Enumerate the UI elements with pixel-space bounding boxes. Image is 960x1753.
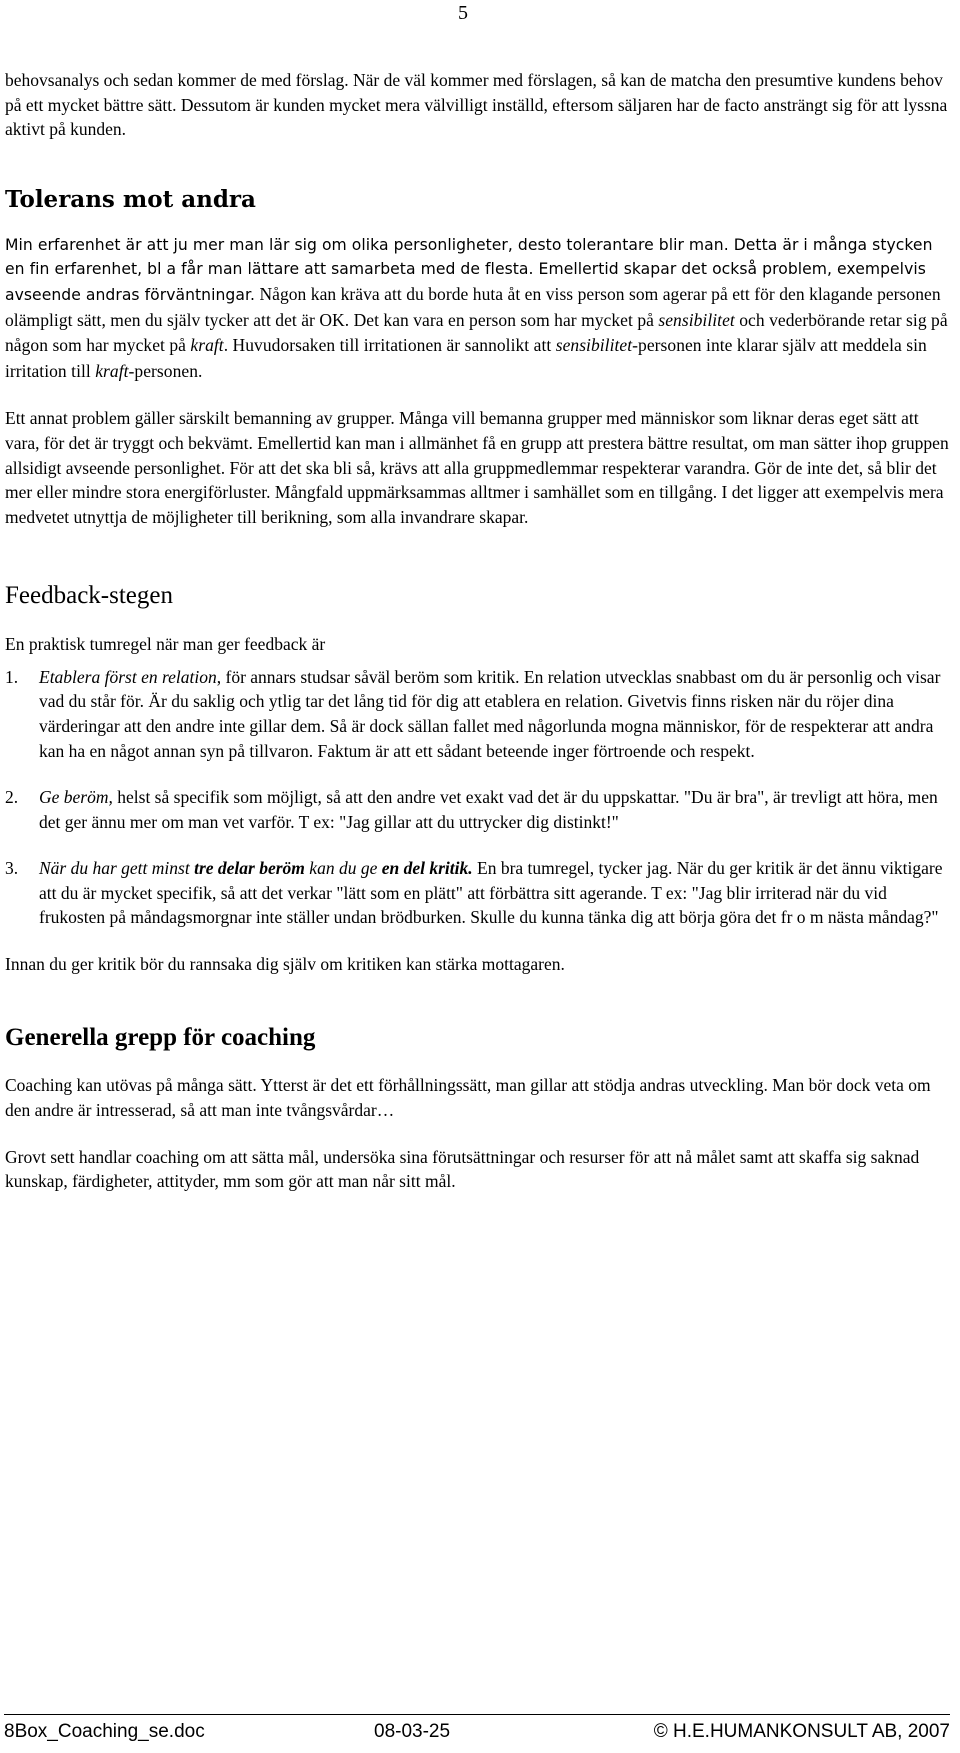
list-item-body xyxy=(39,785,950,834)
tolerans-text-3: och vederbörande retar sig på någon som har mycket på xyxy=(5,309,948,356)
list-number: 3. xyxy=(5,858,19,879)
list-item-text: , för annars studsar såväl beröm som kritik. En relation utvecklas snabbast om du är personlig och visar vad du står för. Är du saklig och ytlig tar det lång tid för dig att etablera en relation. Givetvis finns risken när du röjer dina värderingar att den andre inte gillar dem. Så är dock sällan fallet med någorlunda mogna människor, för de respekterar att andra kan ha en något annan syn på tillvaron. Faktum är att ett sådant beteende inger förtroende och respekt. xyxy=(39,666,941,761)
tolerans-paragraph-2: Ett annat problem gäller särskilt bemanning av grupper. Många vill bemanna grupper med människor som liknar deras eget sätt att vara, för det är tryggt och bekvämt. Emellertid kan man i allmänhet få en grupp att prestera bättre resultat, om man sätter ihop gruppen allsidigt avseende personlighet. För att det ska bli så, krävs att alla gruppmedlemmar respekterar varandra. Gör de inte det, så blir det mer eller mindre stora energiförluster. Mångfald uppmärksammas alltmer i samhället som en tillgång. I det ligger att exempelvis mera medvetet utnyttja de möjligheter till berikning, som alla invandrare skapar. xyxy=(5,408,949,527)
list-item-emphasis: Etablera först en relation xyxy=(39,666,217,687)
list-item xyxy=(5,665,950,763)
coaching-paragraph-1: Coaching kan utövas på många sätt. Ytterst är det ett förhållningssätt, man gillar att stödja andras utveckling. Man bör dock veta om den andre är intresserad, så att man inte tvångsvårdar… xyxy=(5,1075,931,1121)
list-item-emphasis: kan du ge xyxy=(304,858,382,879)
tolerans-term-kraft-2: kraft xyxy=(95,360,129,381)
section-heading-coaching: Generella grepp för coaching xyxy=(5,1023,316,1051)
tolerans-paragraph-1 xyxy=(5,233,950,385)
document-body xyxy=(5,68,950,1194)
feedback-steps-list xyxy=(5,665,950,930)
tolerans-text-5: -personen inte klarar själv att meddela sin irritation till xyxy=(5,335,927,381)
tolerans-text-4: . Huvudorsaken till irritationen är sannolikt att xyxy=(223,335,556,356)
page-number: 5 xyxy=(458,2,468,24)
section-heading-feedback: Feedback-stegen xyxy=(5,582,173,610)
coaching-paragraph-2: Grovt sett handlar coaching om att sätta mål, undersöka sina förutsättningar och resurser för att nå målet samt att skaffa sig saknad kunskap, färdigheter, attityder, mm som gör att man når sitt mål. xyxy=(5,1146,920,1192)
feedback-lead: En praktisk tumregel när man ger feedback är xyxy=(5,634,326,655)
tolerans-text-2: Någon kan kräva att du borde huta åt en viss person som agerar på ett för den klagande personen olämpligt sätt, men du själv tycker att det är OK. Det kan vara en person som har mycket på xyxy=(5,284,941,330)
footer-date: 08-03-25 xyxy=(374,1721,451,1742)
footer-document-name: 8Box_Coaching_se.doc xyxy=(4,1721,205,1742)
tolerans-text-1: Min erfarenhet är att ju mer man lär sig om olika personligheter, desto tolerantare blir man. Detta är i många stycken en fin erfarenhet, bl a får man lättare att samarbeta med de flesta. Emellertid skapar det också problem, exempelvis avseende andras förväntningar. xyxy=(5,235,933,305)
list-item-text: helst så specifik som möjligt, så att den andre vet exakt vad det är du uppskattar. "Du är bra", är trevligt att höra, men det ger ännu mer om man vet varför. T ex: "Jag gillar att du uttrycker dig distinkt!" xyxy=(39,787,938,832)
list-number: 1. xyxy=(5,666,19,687)
tolerans-text-6: -personen. xyxy=(128,360,203,381)
intro-paragraph: behovsanalys och sedan kommer de med förslag. När de väl kommer med förslagen, så kan de matcha den presumtive kundens behov på ett mycket bättre sätt. Dessutom är kunden mycket mera välvilligt inställd, eftersom säljaren har de facto ansträngt sig för att lyssna aktivt på kunden. xyxy=(5,70,948,140)
list-item xyxy=(5,856,950,930)
tolerans-term-sensibilitet-2: sensibilitet xyxy=(555,335,633,356)
feedback-closing: Innan du ger kritik bör du rannsaka dig själv om kritiken kan stärka mottagaren. xyxy=(5,954,565,975)
list-item-text: En bra tumregel, tycker jag. När du ger kritik är det ännu viktigare att du är mycket specifik, så att det verkar "lätt som en plätt" att förbättra sitt agerande. T ex: "Jag blir irriterad när du vid frukosten på måndagsmorgnar inte ställer undan brödburken. Skulle du kunna tänka dig att börja göra det fr o m nästa måndag?" xyxy=(39,858,943,928)
list-item-emphasis: När du har gett minst xyxy=(39,858,195,879)
page-footer xyxy=(4,1714,950,1743)
tolerans-term-kraft: kraft xyxy=(190,335,224,356)
tolerans-term-sensibilitet: sensibilitet xyxy=(658,309,735,330)
list-item-emphasis: Ge beröm, xyxy=(39,787,113,808)
list-item-body xyxy=(39,856,950,930)
section-heading-tolerans: Tolerans mot andra xyxy=(5,185,256,213)
footer-copyright: © H.E.HUMANKONSULT AB, 2007 xyxy=(653,1721,950,1742)
list-item-body xyxy=(39,665,950,763)
list-item-strong-emphasis: tre delar beröm xyxy=(194,858,305,879)
list-item-strong-emphasis: en del kritik. xyxy=(381,858,473,879)
footer-divider xyxy=(4,1714,950,1715)
list-item xyxy=(5,785,950,834)
list-number: 2. xyxy=(5,787,19,808)
